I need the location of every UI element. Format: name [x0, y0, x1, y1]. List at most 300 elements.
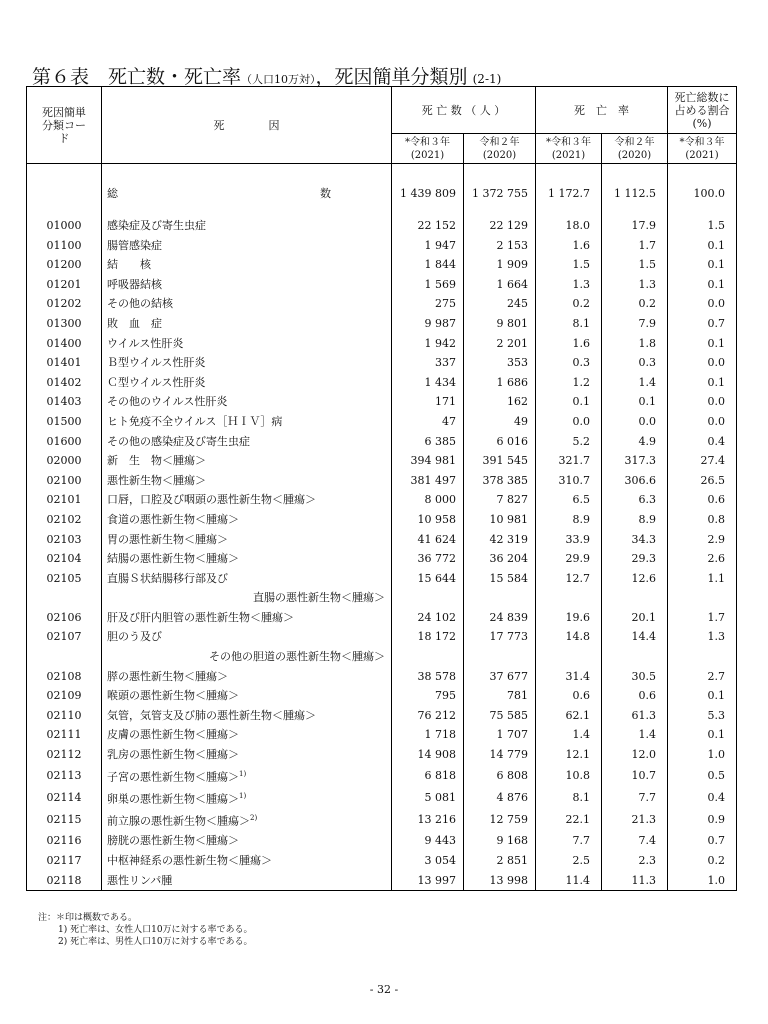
row-d2020: 13 998 — [464, 871, 536, 891]
row-d2021: 5 081 — [392, 787, 464, 809]
row-cause-label: 新 生 物＜腫瘍＞ — [107, 454, 206, 468]
row-code: 01403 — [27, 392, 102, 412]
table-row — [27, 510, 737, 530]
table-row — [27, 353, 737, 373]
row-r2020: 21.3 — [602, 809, 668, 831]
row-r2021: 11.4 — [536, 871, 602, 891]
row-d2021: 394 981 — [392, 451, 464, 471]
row-code: 02108 — [27, 667, 102, 687]
row-d2021: 381 497 — [392, 471, 464, 491]
title-sub: （人口10万対） — [241, 73, 316, 86]
table-title — [32, 62, 501, 89]
row-cause — [102, 471, 392, 491]
table-row — [27, 706, 737, 726]
row-share: 0.0 — [668, 412, 737, 432]
row-cause-continuation: 直腸の悪性新生物＜腫瘍＞ — [102, 588, 392, 608]
row-r2021: 31.4 — [536, 667, 602, 687]
row-d2021: 14 908 — [392, 745, 464, 765]
row-r2021: 1.4 — [536, 725, 602, 745]
row-code: 02107 — [27, 627, 102, 647]
header-deaths-2020 — [464, 134, 536, 164]
row-cause — [102, 686, 392, 706]
row-cause-label: 前立腺の悪性新生物＜腫瘍＞ — [107, 814, 250, 828]
table-row — [27, 451, 737, 471]
row-code: 02115 — [27, 809, 102, 831]
row-d2020: 9 801 — [464, 314, 536, 334]
row-r2021: 29.9 — [536, 549, 602, 569]
row-code: 02000 — [27, 451, 102, 471]
title-main-2: ，死因簡単分類別 — [315, 66, 468, 88]
row-code: 02109 — [27, 686, 102, 706]
spacer-row — [27, 204, 737, 216]
row-r2021: 1.6 — [536, 236, 602, 256]
row-r2020: 0.1 — [602, 392, 668, 412]
footnote: 2) 死亡率は、男性人口10万に対する率である。 — [58, 937, 253, 947]
row-share: 0.0 — [668, 392, 737, 412]
row-cause-label: 感染症及び寄生虫症 — [107, 219, 206, 232]
row-r2021: 10.8 — [536, 765, 602, 787]
row-r2020: 1.5 — [602, 255, 668, 275]
total-label — [102, 164, 392, 205]
row-r2020: 10.7 — [602, 765, 668, 787]
row-r2021: 0.1 — [536, 392, 602, 412]
row-share: 0.1 — [668, 236, 737, 256]
row-cause-label: 食道の悪性新生物＜腫瘍＞ — [107, 512, 239, 526]
row-cause — [102, 745, 392, 765]
row-d2021: 22 152 — [392, 216, 464, 236]
page-number: - 32 - — [369, 983, 399, 996]
row-cause-label: 口唇，口腔及び咽頭の悪性新生物＜腫瘍＞ — [107, 493, 316, 507]
row-r2020: 0.0 — [602, 412, 668, 432]
footnote: 注：＊印は概数である。 — [38, 913, 138, 923]
row-r2020: 30.5 — [602, 667, 668, 687]
row-d2021: 9 443 — [392, 831, 464, 851]
row-d2020: 75 585 — [464, 706, 536, 726]
table-row — [27, 549, 737, 569]
row-code: 01100 — [27, 236, 102, 256]
row-r2020: 14.4 — [602, 627, 668, 647]
row-cause-label: 喉頭の悪性新生物＜腫瘍＞ — [107, 689, 239, 703]
row-share: 0.5 — [668, 765, 737, 787]
row-cause-label: 肝及び肝内胆管の悪性新生物＜腫瘍＞ — [107, 610, 294, 624]
row-r2020: 29.3 — [602, 549, 668, 569]
row-r2021: 1.3 — [536, 275, 602, 295]
row-d2021: 1 718 — [392, 725, 464, 745]
row-d2020: 49 — [464, 412, 536, 432]
row-d2021: 10 958 — [392, 510, 464, 530]
row-r2020: 17.9 — [602, 216, 668, 236]
row-code: 02106 — [27, 608, 102, 628]
row-code: 01400 — [27, 334, 102, 354]
row-cause-label: 乳房の悪性新生物＜腫瘍＞ — [107, 748, 239, 762]
header-rate: 死 亡 率 — [536, 87, 668, 134]
row-cause — [102, 432, 392, 452]
row-d2020: 9 168 — [464, 831, 536, 851]
row-code: 02112 — [27, 745, 102, 765]
row-share: 2.7 — [668, 667, 737, 687]
row-d2020: 1 707 — [464, 725, 536, 745]
row-cause-label: 腸管感染症 — [107, 238, 162, 252]
row-cause — [102, 451, 392, 471]
table-row — [27, 490, 737, 510]
header-rate-2020 — [602, 134, 668, 164]
row-cause — [102, 216, 392, 236]
row-share: 0.1 — [668, 686, 737, 706]
table-row — [27, 851, 737, 871]
header-rate-2021 — [536, 134, 602, 164]
row-r2020: 0.2 — [602, 294, 668, 314]
header-share-2021 — [668, 134, 737, 164]
table-row — [27, 471, 737, 491]
row-code: 02110 — [27, 706, 102, 726]
row-d2021: 41 624 — [392, 530, 464, 550]
row-share: 0.7 — [668, 314, 737, 334]
row-d2021: 1 569 — [392, 275, 464, 295]
row-d2021: 38 578 — [392, 667, 464, 687]
table-row — [27, 530, 737, 550]
row-r2020: 1.7 — [602, 236, 668, 256]
row-d2020: 37 677 — [464, 667, 536, 687]
row-cause — [102, 236, 392, 256]
row-share: 1.7 — [668, 608, 737, 628]
row-r2020: 7.7 — [602, 787, 668, 809]
row-d2021: 13 997 — [392, 871, 464, 891]
row-cause — [102, 871, 392, 891]
table-row — [27, 216, 737, 236]
row-cause — [102, 667, 392, 687]
row-cause — [102, 765, 392, 787]
row-d2021: 1 942 — [392, 334, 464, 354]
row-cause-label: 子宮の悪性新生物＜腫瘍＞ — [107, 770, 239, 784]
row-r2021: 2.5 — [536, 851, 602, 871]
row-code: 02118 — [27, 871, 102, 891]
row-cause — [102, 412, 392, 432]
total-deaths-2021: 1 439 809 — [392, 164, 464, 205]
row-d2021: 1 434 — [392, 373, 464, 393]
row-cause-label: 悪性リンパ腫 — [107, 873, 173, 887]
row-d2021: 337 — [392, 353, 464, 373]
row-share: 0.0 — [668, 353, 737, 373]
row-cause — [102, 608, 392, 628]
row-share: 0.1 — [668, 255, 737, 275]
table-row — [27, 275, 737, 295]
row-cause — [102, 530, 392, 550]
row-cause-label: 敗 血 症 — [107, 316, 162, 330]
row-r2020: 0.3 — [602, 353, 668, 373]
row-r2020: 7.4 — [602, 831, 668, 851]
row-cause-label: 皮膚の悪性新生物＜腫瘍＞ — [107, 728, 239, 742]
row-d2020: 245 — [464, 294, 536, 314]
row-code: 02100 — [27, 471, 102, 491]
row-cause — [102, 549, 392, 569]
table-row — [27, 787, 737, 809]
table-row — [27, 569, 737, 589]
row-cause-label: その他の感染症及び寄生虫症 — [107, 434, 250, 448]
row-d2020: 1 686 — [464, 373, 536, 393]
row-r2020: 1.4 — [602, 373, 668, 393]
row-share: 0.1 — [668, 725, 737, 745]
row-share: 0.0 — [668, 294, 737, 314]
table-row — [27, 745, 737, 765]
row-d2020: 391 545 — [464, 451, 536, 471]
row-cause — [102, 353, 392, 373]
total-deaths-2020: 1 372 755 — [464, 164, 536, 205]
row-r2021: 8.9 — [536, 510, 602, 530]
row-cause-label: Ｃ型ウイルス性肝炎 — [107, 375, 206, 389]
footnote: 1) 死亡率は、女性人口10万に対する率である。 — [58, 925, 253, 935]
row-cause-label: 悪性新生物＜腫瘍＞ — [107, 473, 206, 487]
row-r2020: 7.9 — [602, 314, 668, 334]
table-row — [27, 765, 737, 787]
row-d2020: 2 201 — [464, 334, 536, 354]
total-rate-2021: 1 172.7 — [536, 164, 602, 205]
year-label: 令和２年 — [479, 136, 520, 148]
row-d2020: 15 584 — [464, 569, 536, 589]
row-share: 1.0 — [668, 871, 737, 891]
row-r2021: 22.1 — [536, 809, 602, 831]
row-d2021: 1 947 — [392, 236, 464, 256]
row-code: 02113 — [27, 765, 102, 787]
total-rate-2020: 1 112.5 — [602, 164, 668, 205]
row-d2021: 13 216 — [392, 809, 464, 831]
row-d2020: 2 851 — [464, 851, 536, 871]
row-d2020: 781 — [464, 686, 536, 706]
row-code: 02104 — [27, 549, 102, 569]
row-cause — [102, 373, 392, 393]
row-d2020: 4 876 — [464, 787, 536, 809]
row-share: 27.4 — [668, 451, 737, 471]
row-cause — [102, 392, 392, 412]
table-row — [27, 392, 737, 412]
row-r2021: 12.7 — [536, 569, 602, 589]
row-r2021: 33.9 — [536, 530, 602, 550]
row-share: 0.8 — [668, 510, 737, 530]
row-r2021: 8.1 — [536, 314, 602, 334]
row-r2021: 5.2 — [536, 432, 602, 452]
row-r2020: 1.4 — [602, 725, 668, 745]
row-cause — [102, 275, 392, 295]
row-r2021: 62.1 — [536, 706, 602, 726]
row-cause — [102, 255, 392, 275]
row-cause — [102, 831, 392, 851]
row-d2021: 6 818 — [392, 765, 464, 787]
header-deaths-2021 — [392, 134, 464, 164]
row-d2020: 36 204 — [464, 549, 536, 569]
row-cause-label: 直腸Ｓ状結腸移行部及び — [107, 571, 228, 585]
row-r2021: 310.7 — [536, 471, 602, 491]
table-row — [27, 412, 737, 432]
row-cause — [102, 809, 392, 831]
total-code — [27, 164, 102, 205]
row-code: 02117 — [27, 851, 102, 871]
year-value: (2021) — [685, 149, 719, 161]
row-r2021: 18.0 — [536, 216, 602, 236]
row-r2021: 7.7 — [536, 831, 602, 851]
row-code: 01600 — [27, 432, 102, 452]
row-d2020: 17 773 — [464, 627, 536, 647]
row-r2021: 1.6 — [536, 334, 602, 354]
table-row — [27, 373, 737, 393]
table-row — [27, 255, 737, 275]
row-share: 2.6 — [668, 549, 737, 569]
row-d2021: 76 212 — [392, 706, 464, 726]
row-code: 02111 — [27, 725, 102, 745]
row-r2020: 0.6 — [602, 686, 668, 706]
row-r2021: 0.6 — [536, 686, 602, 706]
row-cause-label: 胃の悪性新生物＜腫瘍＞ — [107, 532, 228, 546]
table-row — [27, 432, 737, 452]
header-deaths: 死 亡 数 （ 人 ） — [392, 87, 536, 134]
row-share: 1.5 — [668, 216, 737, 236]
row-code: 02116 — [27, 831, 102, 851]
year-value: (2021) — [551, 149, 586, 161]
row-code: 01300 — [27, 314, 102, 334]
row-code: 01200 — [27, 255, 102, 275]
table-row-continuation — [27, 588, 737, 608]
row-d2020: 24 839 — [464, 608, 536, 628]
row-r2021: 0.0 — [536, 412, 602, 432]
row-share: 0.2 — [668, 851, 737, 871]
row-share: 2.9 — [668, 530, 737, 550]
row-share: 0.1 — [668, 373, 737, 393]
header-share: 死亡総数に占める割合(%) — [668, 87, 737, 134]
row-cause — [102, 334, 392, 354]
row-d2020: 10 981 — [464, 510, 536, 530]
row-cause-label: 気管，気管支及び肺の悪性新生物＜腫瘍＞ — [107, 708, 316, 722]
year-value: (2020) — [482, 149, 517, 161]
table-row — [27, 334, 737, 354]
row-r2020: 2.3 — [602, 851, 668, 871]
footnote-marker: 1) — [239, 769, 247, 778]
table-row — [27, 809, 737, 831]
row-cause — [102, 851, 392, 871]
row-d2020: 2 153 — [464, 236, 536, 256]
row-cause — [102, 294, 392, 314]
row-d2020: 353 — [464, 353, 536, 373]
row-r2021: 8.1 — [536, 787, 602, 809]
row-code: 02101 — [27, 490, 102, 510]
header-code: 死因簡単分類コード — [27, 87, 102, 164]
row-r2020: 317.3 — [602, 451, 668, 471]
row-d2020: 1 664 — [464, 275, 536, 295]
row-cause-label: 卵巣の悪性新生物＜腫瘍＞ — [107, 792, 239, 806]
row-d2020: 14 779 — [464, 745, 536, 765]
year-label: 令和２年 — [614, 136, 655, 148]
table-row — [27, 627, 737, 647]
row-r2021: 1.5 — [536, 255, 602, 275]
year-label: *令和３年 — [679, 136, 725, 148]
row-share: 1.0 — [668, 745, 737, 765]
mortality-table — [26, 86, 737, 891]
row-code: 01401 — [27, 353, 102, 373]
row-r2021: 14.8 — [536, 627, 602, 647]
row-d2021: 6 385 — [392, 432, 464, 452]
row-cause-continuation: その他の胆道の悪性新生物＜腫瘍＞ — [102, 647, 392, 667]
row-cause-label: 膀胱の悪性新生物＜腫瘍＞ — [107, 834, 239, 848]
row-share: 1.1 — [668, 569, 737, 589]
row-code: 01500 — [27, 412, 102, 432]
row-share: 0.1 — [668, 334, 737, 354]
table-body — [27, 164, 737, 891]
row-d2020: 6 016 — [464, 432, 536, 452]
row-r2021: 321.7 — [536, 451, 602, 471]
footnote-marker: 2) — [250, 814, 258, 823]
row-code: 01201 — [27, 275, 102, 295]
row-r2021: 0.2 — [536, 294, 602, 314]
row-cause-label: 呼吸器結核 — [107, 277, 162, 291]
year-value: (2021) — [410, 149, 445, 161]
row-cause-label: 結腸の悪性新生物＜腫瘍＞ — [107, 552, 239, 566]
row-share: 0.1 — [668, 275, 737, 295]
row-d2021: 1 844 — [392, 255, 464, 275]
row-share: 1.3 — [668, 627, 737, 647]
row-r2021: 19.6 — [536, 608, 602, 628]
row-r2020: 12.6 — [602, 569, 668, 589]
row-cause-label: 結 核 — [107, 258, 151, 272]
row-r2021: 0.3 — [536, 353, 602, 373]
table-row — [27, 725, 737, 745]
row-r2020: 1.8 — [602, 334, 668, 354]
year-value: (2020) — [617, 149, 652, 161]
row-share: 26.5 — [668, 471, 737, 491]
table-row — [27, 871, 737, 891]
row-r2021: 12.1 — [536, 745, 602, 765]
row-cause — [102, 510, 392, 530]
total-row — [27, 164, 737, 205]
row-d2021: 36 772 — [392, 549, 464, 569]
table-row — [27, 686, 737, 706]
row-d2021: 171 — [392, 392, 464, 412]
row-cause — [102, 627, 392, 647]
total-label-right: 数 — [320, 187, 331, 200]
row-d2020: 42 319 — [464, 530, 536, 550]
row-r2021: 1.2 — [536, 373, 602, 393]
table-row — [27, 314, 737, 334]
row-r2020: 8.9 — [602, 510, 668, 530]
row-r2020: 4.9 — [602, 432, 668, 452]
row-r2020: 11.3 — [602, 871, 668, 891]
row-r2020: 306.6 — [602, 471, 668, 491]
row-code: 01202 — [27, 294, 102, 314]
table-row — [27, 294, 737, 314]
row-d2020: 6 808 — [464, 765, 536, 787]
table-row-continuation — [27, 647, 737, 667]
row-d2021: 18 172 — [392, 627, 464, 647]
row-cause-label: Ｂ型ウイルス性肝炎 — [107, 356, 206, 370]
title-code: (2-1) — [472, 72, 502, 86]
row-share: 0.7 — [668, 831, 737, 851]
row-code: 01000 — [27, 216, 102, 236]
header-cause: 死 因 — [102, 87, 392, 164]
row-d2020: 12 759 — [464, 809, 536, 831]
year-label: *令和３年 — [546, 136, 592, 148]
row-r2020: 61.3 — [602, 706, 668, 726]
row-cause-label: ウイルス性肝炎 — [107, 336, 184, 350]
row-d2021: 3 054 — [392, 851, 464, 871]
row-d2020: 378 385 — [464, 471, 536, 491]
row-share: 0.9 — [668, 809, 737, 831]
row-code: 02103 — [27, 530, 102, 550]
table-row — [27, 608, 737, 628]
row-d2021: 275 — [392, 294, 464, 314]
row-cause — [102, 569, 392, 589]
row-cause-label: 胆のう及び — [107, 630, 162, 644]
row-d2021: 47 — [392, 412, 464, 432]
row-d2020: 22 129 — [464, 216, 536, 236]
row-cause — [102, 314, 392, 334]
total-share: 100.0 — [668, 164, 737, 205]
row-share: 0.4 — [668, 432, 737, 452]
